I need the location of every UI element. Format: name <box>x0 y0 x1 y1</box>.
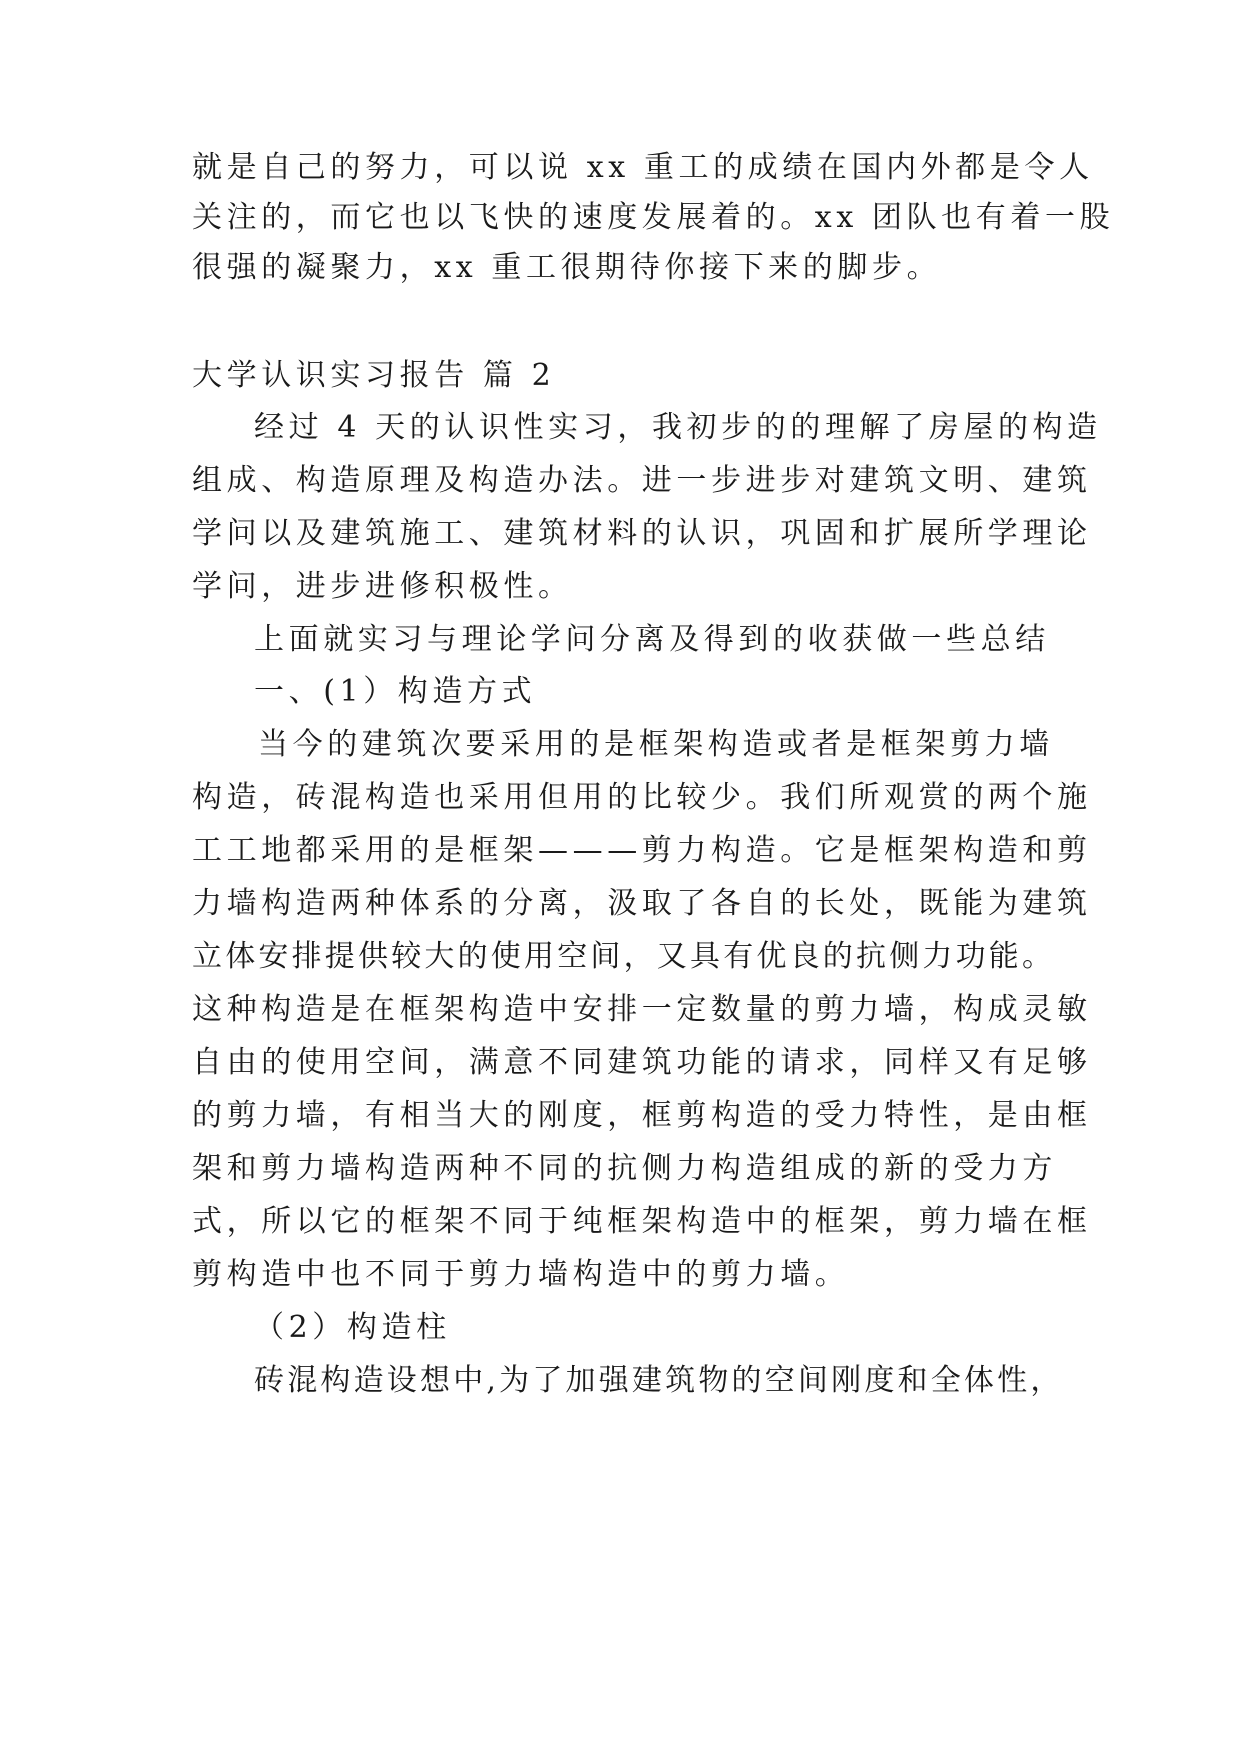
paragraph-line: 构造，砖混构造也采用但用的比较少。我们所观赏的两个施 <box>192 780 1092 815</box>
paragraph-line: 剪构造中也不同于剪力墙构造中的剪力墙。 <box>192 1257 850 1292</box>
paragraph-line: 式，所以它的框架不同于纯框架构造中的框架，剪力墙在框 <box>192 1204 1092 1239</box>
paragraph-line: 就是自己的努力，可以说 xx 重工的成绩在国内外都是令人 <box>192 150 1094 185</box>
paragraph-line: 这种构造是在框架构造中安排一定数量的剪力墙，构成灵敏 <box>192 992 1092 1027</box>
paragraph-line: 砖混构造设想中,为了加强建筑物的空间刚度和全体性， <box>254 1363 1064 1398</box>
paragraph-line: 立体安排提供较大的使用空间，又具有优良的抗侧力功能。 <box>192 939 1056 974</box>
subheading: （2）构造柱 <box>254 1310 451 1345</box>
paragraph-line: 关注的，而它也以飞快的速度发展着的。xx 团队也有着一股 <box>192 200 1115 235</box>
paragraph-line: 上面就实习与理论学问分离及得到的收获做一些总结 <box>254 622 1050 657</box>
paragraph-line: 力墙构造两种体系的分离，汲取了各自的长处，既能为建筑 <box>192 886 1092 921</box>
paragraph-line: 经过 4 天的认识性实习，我初步的的理解了房屋的构造 <box>254 410 1102 445</box>
paragraph-line: 工工地都采用的是框架———剪力构造。它是框架构造和剪 <box>192 833 1092 868</box>
paragraph-line: 学问以及建筑施工、建筑材料的认识，巩固和扩展所学理论 <box>192 516 1092 551</box>
paragraph-line: 的剪力墙，有相当大的刚度，框剪构造的受力特性，是由框 <box>192 1098 1092 1133</box>
paragraph-line: 自由的使用空间，满意不同建筑功能的请求，同样又有足够 <box>192 1045 1092 1080</box>
paragraph-line: 架和剪力墙构造两种不同的抗侧力构造组成的新的受力方 <box>192 1151 1057 1186</box>
paragraph-line: 很强的凝聚力，xx 重工很期待你接下来的脚步。 <box>192 250 942 285</box>
paragraph-line: 学问，进步进修积极性。 <box>192 569 573 604</box>
paragraph-line: 组成、构造原理及构造办法。进一步进步对建筑文明、建筑 <box>192 463 1092 498</box>
paragraph-line: 当今的建筑次要采用的是框架构造或者是框架剪力墙 <box>258 727 1054 762</box>
section-heading: 大学认识实习报告 篇 2 <box>192 358 556 393</box>
subheading: 一、(1）构造方式 <box>254 674 537 709</box>
